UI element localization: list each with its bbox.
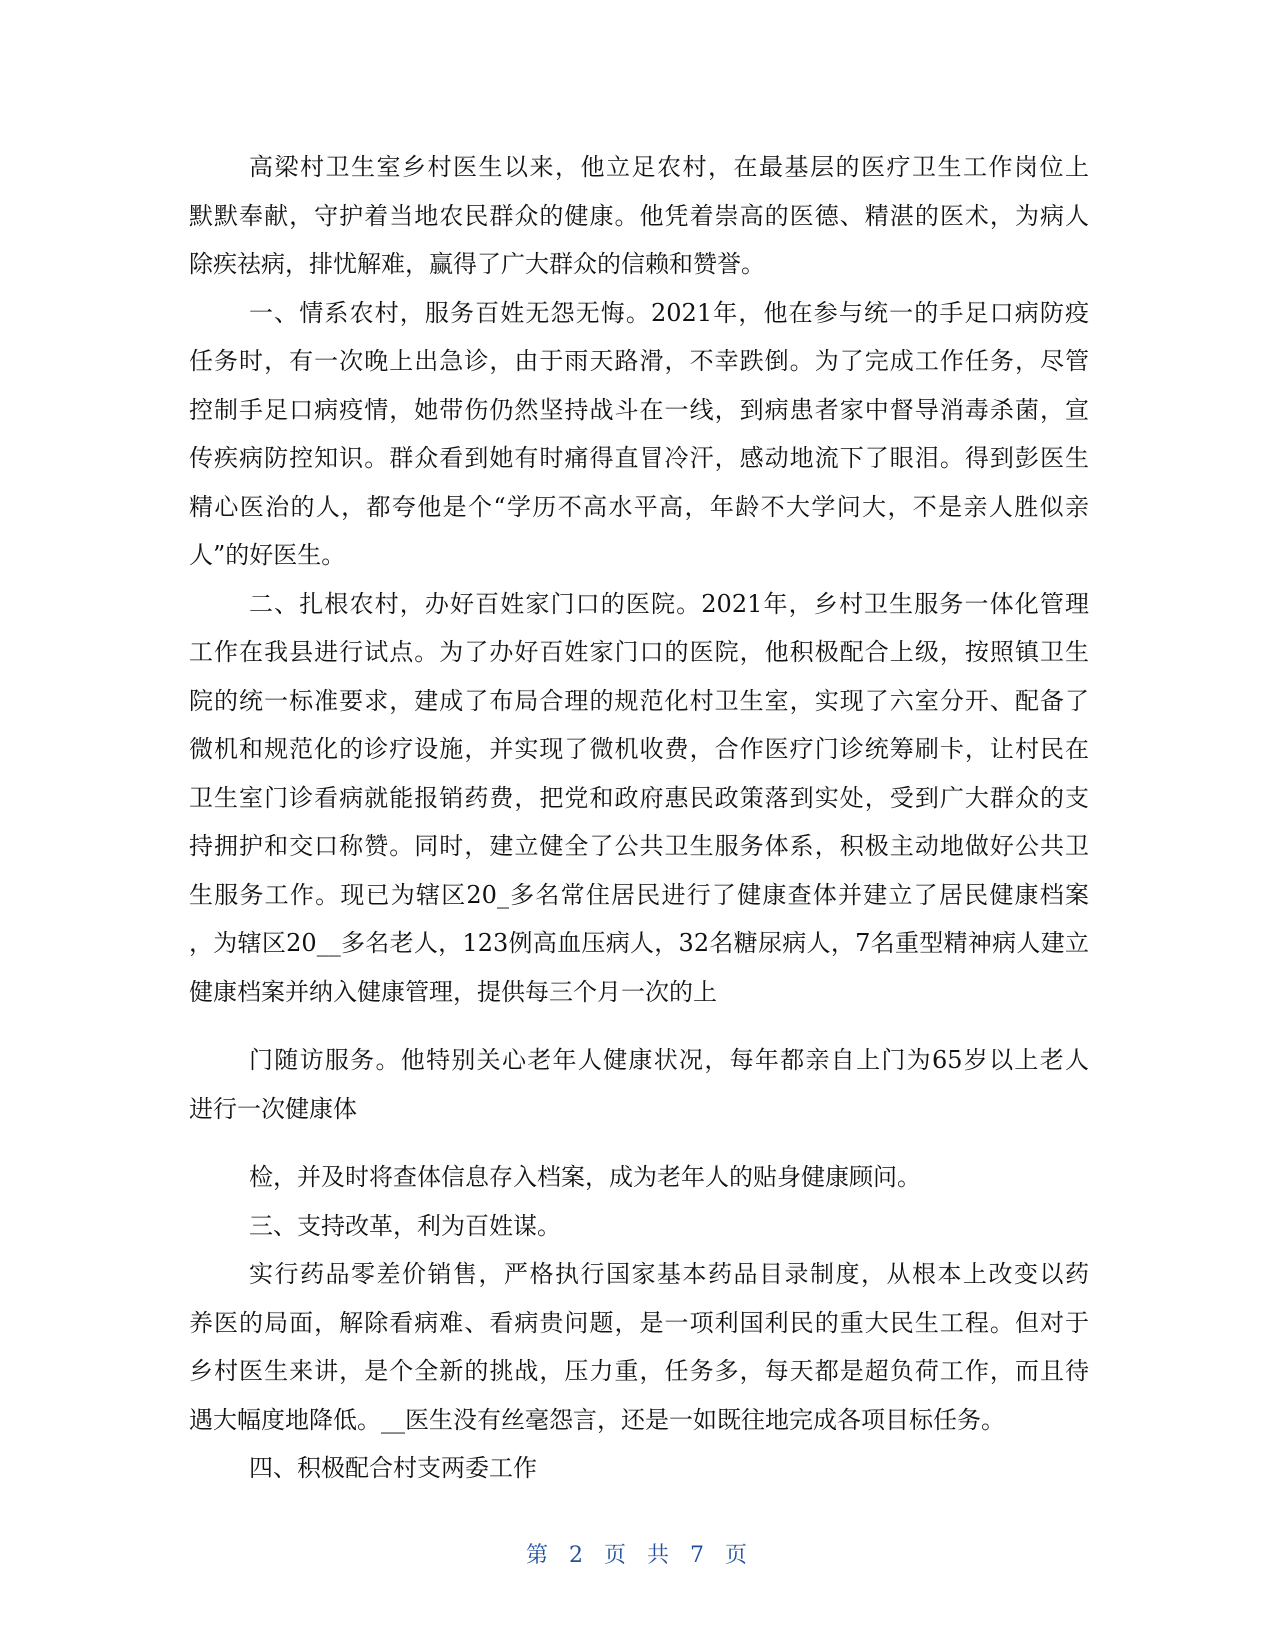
text-line: 养医的局面，解除看病难、看病贵问题，是一项利国利民的重大民生工程。但对于 (189, 1308, 1089, 1337)
text-line: 生服务工作。现已为辖区20_多名常住居民进行了健康查体并建立了居民健康档案 (189, 880, 1089, 909)
text-line: 进行一次健康体 (189, 1094, 357, 1123)
text-line: 精心医治的人，都夸他是个“学历不高水平高，年龄不大学问大，不是亲人胜似亲 (189, 492, 1089, 521)
text-line: 一、情系农村，服务百姓无怨无悔。2021年，他在参与统一的手足口病防疫 (249, 298, 1089, 327)
text-line: 人”的好医生。 (189, 541, 346, 569)
text-line: 传疾病防控知识。群众看到她有时痛得直冒冷汗，感动地流下了眼泪。得到彭医生 (189, 444, 1089, 472)
text-line: 微机和规范化的诊疗设施，并实现了微机收费，合作医疗门诊统筹刷卡，让村民在 (189, 735, 1089, 763)
text-line: 健康档案并纳入健康管理，提供每三个月一次的上 (189, 977, 717, 1006)
text-line: 除疾祛病，排忧解难，赢得了广大群众的信赖和赞誉。 (189, 250, 765, 278)
text-line: 门随访服务。他特别关心老年人健康状况，每年都亲自上门为65岁以上老人 (249, 1046, 1089, 1074)
text-line: 卫生室门诊看病就能报销药费，把党和政府惠民政策落到实处，受到广大群众的支 (189, 783, 1089, 812)
text-line: 默默奉献，守护着当地农民群众的健康。他凭着崇高的医德、精湛的医术，为病人 (189, 201, 1089, 230)
text-line: 三、支持改革，利为百姓谋。 (249, 1211, 561, 1240)
text-line: 遇大幅度地降低。__医生没有丝毫怨言，还是一如既往地完成各项目标任务。 (189, 1405, 1005, 1434)
paragraph-gap (189, 1016, 1089, 1036)
text-line: 持拥护和交口称赞。同时，建立健全了公共卫生服务体系，积极主动地做好公共卫 (189, 832, 1089, 860)
text-line: 四、积极配合村支两委工作 (249, 1454, 537, 1482)
text-line: 工作在我县进行试点。为了办好百姓家门口的医院，他积极配合上级，按照镇卫生 (189, 638, 1089, 666)
text-line: 二、扎根农村，办好百姓家门口的医院。2021年，乡村卫生服务一体化管理 (249, 589, 1089, 618)
text-line: 实行药品零差价销售，严格执行国家基本药品目录制度，从根本上改变以药 (249, 1260, 1089, 1288)
text-line: 乡村医生来讲，是个全新的挑战，压力重，任务多，每天都是超负荷工作，而且待 (189, 1357, 1089, 1385)
text-line: 任务时，有一次晚上出急诊，由于雨天路滑，不幸跌倒。为了完成工作任务，尽管 (189, 347, 1089, 375)
text-line: 院的统一标准要求，建成了布局合理的规范化村卫生室，实现了六室分开、配备了 (189, 686, 1089, 715)
text-line: 检，并及时将查体信息存入档案，成为老年人的贴身健康顾问。 (249, 1163, 921, 1191)
text-line: 控制手足口病疫情，她带伤仍然坚持战斗在一线，到病患者家中督导消毒杀菌，宣 (189, 395, 1089, 424)
text-line: ，为辖区20__多名老人，123例高血压病人，32名糖尿病人，7名重型精神病人建立 (189, 929, 1089, 957)
text-line: 高梁村卫生室乡村医生以来，他立足农村，在最基层的医疗卫生工作岗位上 (249, 153, 1089, 181)
paragraph-gap (189, 1133, 1089, 1153)
document-body (189, 143, 1089, 1493)
page-footer: 第 2 页 共 7 页 (526, 1543, 749, 1568)
